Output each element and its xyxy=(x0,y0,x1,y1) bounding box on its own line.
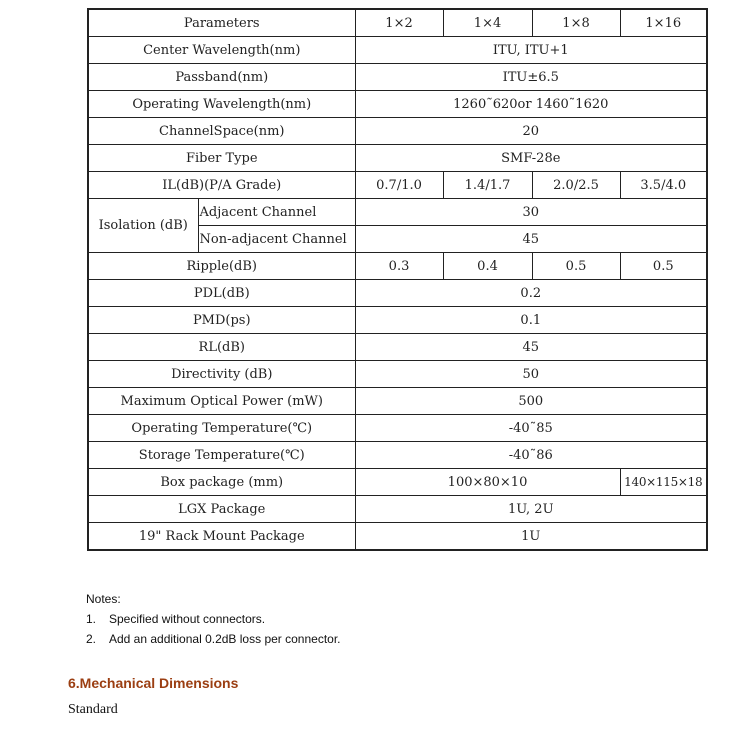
param-value: -40˜86 xyxy=(355,442,707,469)
param-value: ITU, ITU+1 xyxy=(355,37,707,64)
table-row xyxy=(88,496,707,523)
section-heading: 6.Mechanical Dimensions xyxy=(68,675,239,691)
param-value: 1U, 2U xyxy=(355,496,707,523)
table-row xyxy=(88,64,707,91)
param-value: 20 xyxy=(355,118,707,145)
notes-title: Notes: xyxy=(86,592,121,606)
specifications-table xyxy=(87,8,708,551)
param-value: 2.0/2.5 xyxy=(532,172,620,199)
table-row xyxy=(88,334,707,361)
note-item xyxy=(86,612,341,626)
header-parameters: Parameters xyxy=(88,9,355,37)
note-item xyxy=(86,632,341,646)
note-number: 2. xyxy=(86,632,97,646)
header-row xyxy=(88,9,707,37)
param-label: IL(dB)(P/A Grade) xyxy=(88,172,355,199)
table-row xyxy=(88,280,707,307)
section-text: Standard xyxy=(68,702,118,717)
param-value: 30 xyxy=(355,199,707,226)
param-label: Operating Temperature(℃) xyxy=(88,415,355,442)
table-row xyxy=(88,469,707,496)
param-label: Maximum Optical Power (mW) xyxy=(88,388,355,415)
header-col-1x16: 1×16 xyxy=(620,9,707,37)
param-label: 19" Rack Mount Package xyxy=(88,523,355,551)
param-value: 0.7/1.0 xyxy=(355,172,443,199)
table-row xyxy=(88,145,707,172)
param-label: Ripple(dB) xyxy=(88,253,355,280)
table-row xyxy=(88,307,707,334)
table-row xyxy=(88,523,707,551)
param-label: Operating Wavelength(nm) xyxy=(88,91,355,118)
table-row xyxy=(88,388,707,415)
table-row xyxy=(88,91,707,118)
param-value: 0.3 xyxy=(355,253,443,280)
param-label: Box package (mm) xyxy=(88,469,355,496)
table-row xyxy=(88,415,707,442)
param-label: Directivity (dB) xyxy=(88,361,355,388)
table-row xyxy=(88,172,707,199)
notes xyxy=(86,592,341,652)
header-col-1x2: 1×2 xyxy=(355,9,443,37)
param-value: 0.5 xyxy=(620,253,707,280)
header-col-1x4: 1×4 xyxy=(443,9,532,37)
param-label: ChannelSpace(nm) xyxy=(88,118,355,145)
param-value: 140×115×18 xyxy=(620,469,707,496)
param-value: 50 xyxy=(355,361,707,388)
param-value: -40˜85 xyxy=(355,415,707,442)
note-number: 1. xyxy=(86,612,97,626)
table-row xyxy=(88,253,707,280)
param-value: 3.5/4.0 xyxy=(620,172,707,199)
param-value: 0.2 xyxy=(355,280,707,307)
param-label: RL(dB) xyxy=(88,334,355,361)
param-value: SMF-28e xyxy=(355,145,707,172)
table-row xyxy=(88,118,707,145)
param-value: 500 xyxy=(355,388,707,415)
table-row xyxy=(88,37,707,64)
param-value: 0.5 xyxy=(532,253,620,280)
param-label: Isolation (dB) xyxy=(88,199,198,253)
param-label: Fiber Type xyxy=(88,145,355,172)
param-value: 1.4/1.7 xyxy=(443,172,532,199)
param-value: 1260˜620or 1460˜1620 xyxy=(355,91,707,118)
param-value: 45 xyxy=(355,334,707,361)
param-value: 0.1 xyxy=(355,307,707,334)
param-value: 100×80×10 xyxy=(355,469,620,496)
param-label: Passband(nm) xyxy=(88,64,355,91)
note-text: Add an additional 0.2dB loss per connector. xyxy=(109,632,341,646)
table-row xyxy=(88,442,707,469)
sub-param-label: Adjacent Channel xyxy=(198,199,355,226)
param-label: PMD(ps) xyxy=(88,307,355,334)
sub-param-label: Non-adjacent Channel xyxy=(198,226,355,253)
note-text: Specified without connectors. xyxy=(109,612,266,626)
table-row xyxy=(88,199,707,226)
param-value: 45 xyxy=(355,226,707,253)
param-value: 0.4 xyxy=(443,253,532,280)
table-row xyxy=(88,361,707,388)
param-label: PDL(dB) xyxy=(88,280,355,307)
param-value: ITU±6.5 xyxy=(355,64,707,91)
header-col-1x8: 1×8 xyxy=(532,9,620,37)
param-value: 1U xyxy=(355,523,707,551)
param-label: Center Wavelength(nm) xyxy=(88,37,355,64)
param-label: LGX Package xyxy=(88,496,355,523)
param-label: Storage Temperature(℃) xyxy=(88,442,355,469)
